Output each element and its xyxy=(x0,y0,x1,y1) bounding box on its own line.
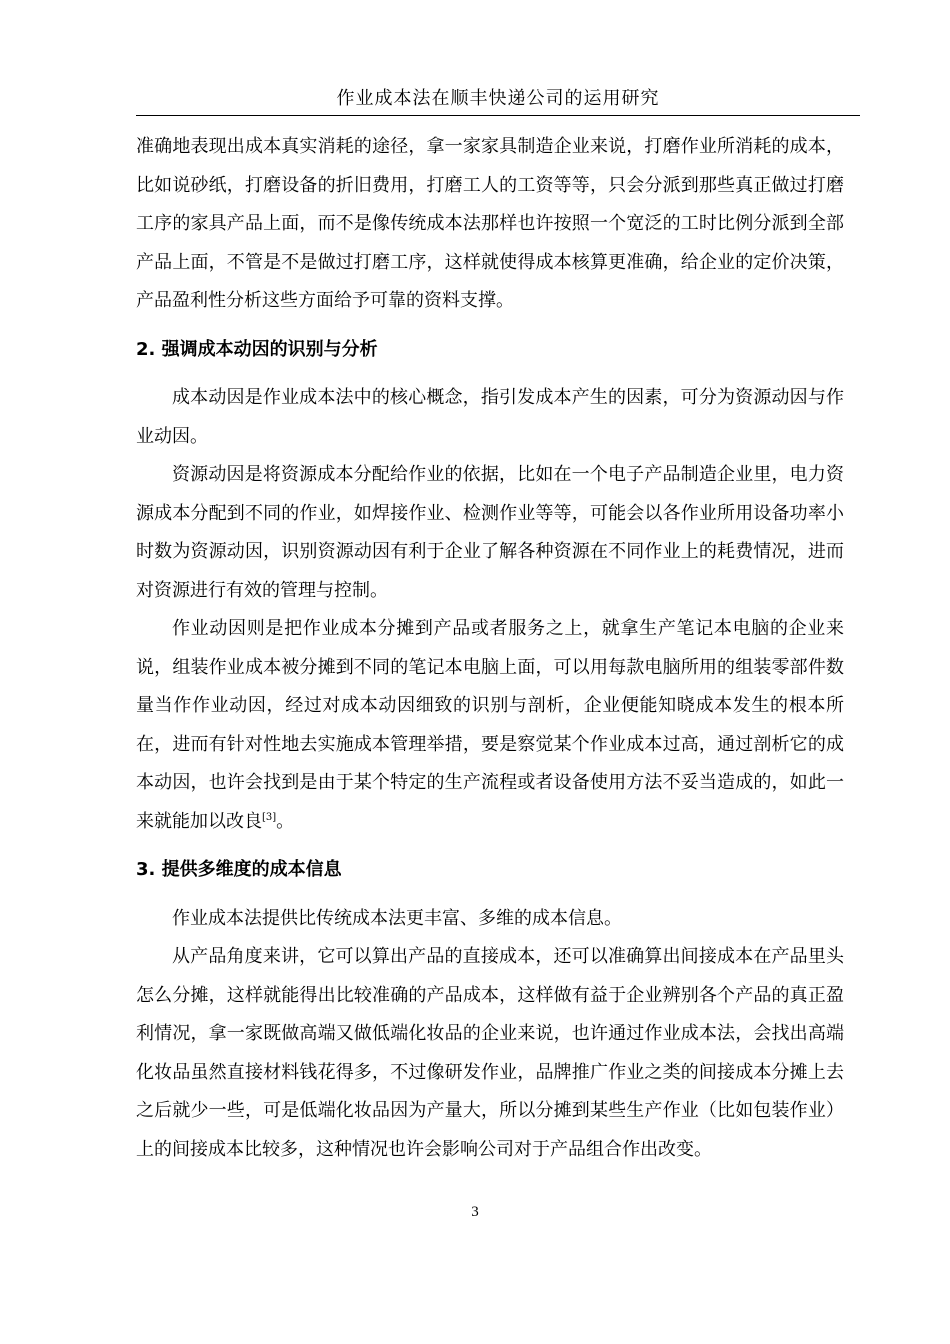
paragraph-4-text: 作业动因则是把作业成本分摊到产品或者服务之上，就拿生产笔记本电脑的企业来说，组装作业成本被分摊到不同的笔记本电脑上面，可以用每款电脑所用的组装零部件数量当作作业动因，经过对成本动因细致的识别与剖析，企业便能知晓成本发生的根本所在，进而有针对性地去实施成本管理举措，要是察觉某个作业成本过高，通过剖析它的成本动因，也许会找到是由于某个特定的生产流程或者设备使用方法不妥当造成的，如此一来就能加以改良 xyxy=(136,618,844,832)
paragraph-1: 准确地表现出成本真实消耗的途径，拿一家家具制造企业来说，打磨作业所消耗的成本，比如说砂纸，打磨设备的折旧费用，打磨工人的工资等等，只会分派到那些真正做过打磨工序的家具产品上面，而不是像传统成本法那样也许按照一个宽泛的工时比例分派到全部产品上面，不管是不是做过打磨工序，这样就使得成本核算更准确，给企业的定价决策，产品盈利性分析这些方面给予可靠的资料支撑。 xyxy=(136,136,844,311)
page-body xyxy=(136,128,844,1169)
paragraph-6: 从产品角度来讲，它可以算出产品的直接成本，还可以准确算出间接成本在产品里头怎么分摊，这样就能得出比较准确的产品成本，这样做有益于企业辨别各个产品的真正盈利情况，拿一家既做高端又做低端化妆品的企业来说，也许通过作业成本法，会找出高端化妆品虽然直接材料钱花得多，不过像研发作业，品牌推广作业之类的间接成本分摊上去之后就少一些，可是低端化妆品因为产量大，所以分摊到某些生产作业（比如包装作业）上的间接成本比较多，这种情况也许会影响公司对于产品组合作出改变。 xyxy=(136,946,844,1160)
paragraph-4 xyxy=(136,610,844,841)
paragraph-3: 资源动因是将资源成本分配给作业的依据，比如在一个电子产品制造企业里，电力资源成本分配到不同的作业，如焊接作业、检测作业等等，可能会以各作业所用设备功率小时数为资源动因，识别资源动因有利于企业了解各种资源在不同作业上的耗费情况，进而对资源进行有效的管理与控制。 xyxy=(136,464,844,601)
paragraph-4-end: 。 xyxy=(276,810,295,832)
header-rule xyxy=(136,115,860,116)
page-number: 3 xyxy=(471,1204,479,1220)
section-heading-2: 2. 强调成本动因的识别与分析 xyxy=(136,338,378,360)
section-heading-3: 3. 提供多维度的成本信息 xyxy=(136,859,342,880)
paragraph-2: 成本动因是作业成本法中的核心概念，指引发成本产生的因素，可分为资源动因与作业动因。 xyxy=(136,387,844,447)
running-header: 作业成本法在顺丰快递公司的运用研究 xyxy=(336,88,660,109)
paragraph-5: 作业成本法提供比传统成本法更丰富、多维的成本信息。 xyxy=(172,907,622,929)
citation-ref: [3] xyxy=(262,811,277,823)
